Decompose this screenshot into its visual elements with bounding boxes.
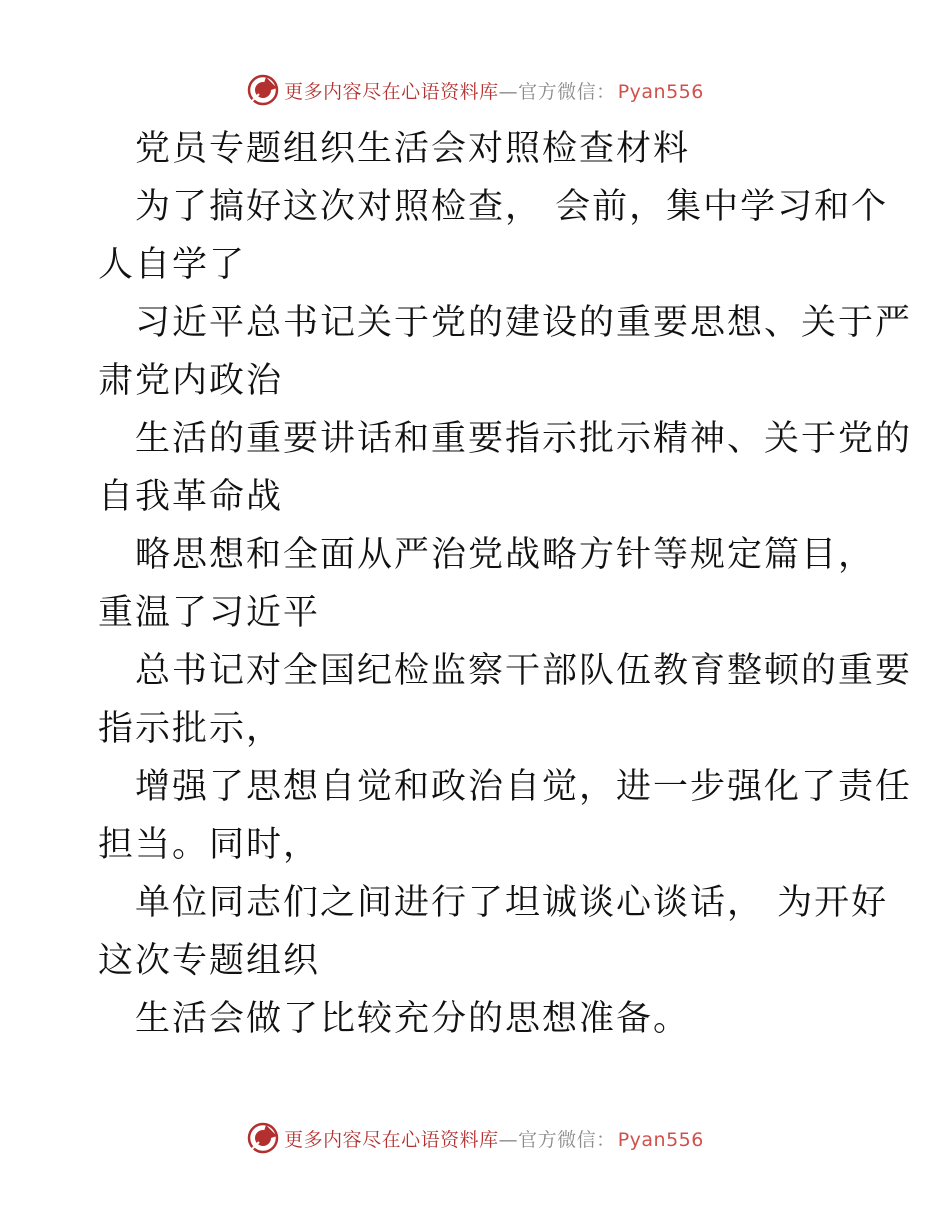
paragraph-line-13: 单位同志们之间进行了坦诚谈心谈话， 为开好 [135,883,889,923]
paragraph-line-11: 增强了思想自觉和政治自觉，进一步强化了责任 [135,767,913,807]
paragraph-line-8: 重温了习近平 [98,593,321,633]
watermark-site-text: 更多内容尽在心语资料库 [284,80,499,103]
paragraph-line-2: 人自学了 [98,245,247,285]
pen-seal-logo-icon [246,73,280,107]
document-title: 党员专题组织生活会对照检查材料 [135,129,691,169]
pen-seal-logo-icon [246,1121,280,1155]
paragraph-line-6: 自我革命战 [98,477,284,517]
paragraph-line-4: 肃党内政治 [98,361,284,401]
watermark-wechat-id: Pyan556 [617,1128,704,1151]
watermark-text [284,77,704,104]
watermark-wechat-label: 官方微信： [518,1128,616,1151]
footer-watermark [0,1118,950,1158]
watermark-site-text: 更多内容尽在心语资料库 [284,1128,499,1151]
watermark-dash: — [498,80,519,103]
watermark-wechat-id: Pyan556 [617,80,704,103]
paragraph-line-1: 为了搞好这次对照检查， 会前，集中学习和个 [135,187,889,227]
header-watermark [0,70,950,110]
paragraph-line-14: 这次专题组织 [98,941,321,981]
paragraph-line-7: 略思想和全面从严治党战略方针等规定篇目， [135,535,876,575]
document-body [98,120,913,1048]
paragraph-line-12: 担当。同时， [98,825,321,865]
watermark-text [284,1125,704,1152]
paragraph-line-15: 生活会做了比较充分的思想准备。 [135,999,691,1039]
watermark-wechat-label: 官方微信： [518,80,616,103]
paragraph-line-9: 总书记对全国纪检监察干部队伍教育整顿的重要 [135,651,913,691]
paragraph-line-3: 习近平总书记关于党的建设的重要思想、关于严 [135,303,913,343]
paragraph-line-10: 指示批示， [98,709,284,749]
watermark-dash: — [498,1128,519,1151]
paragraph-line-5: 生活的重要讲话和重要指示批示精神、关于党的 [135,419,913,459]
